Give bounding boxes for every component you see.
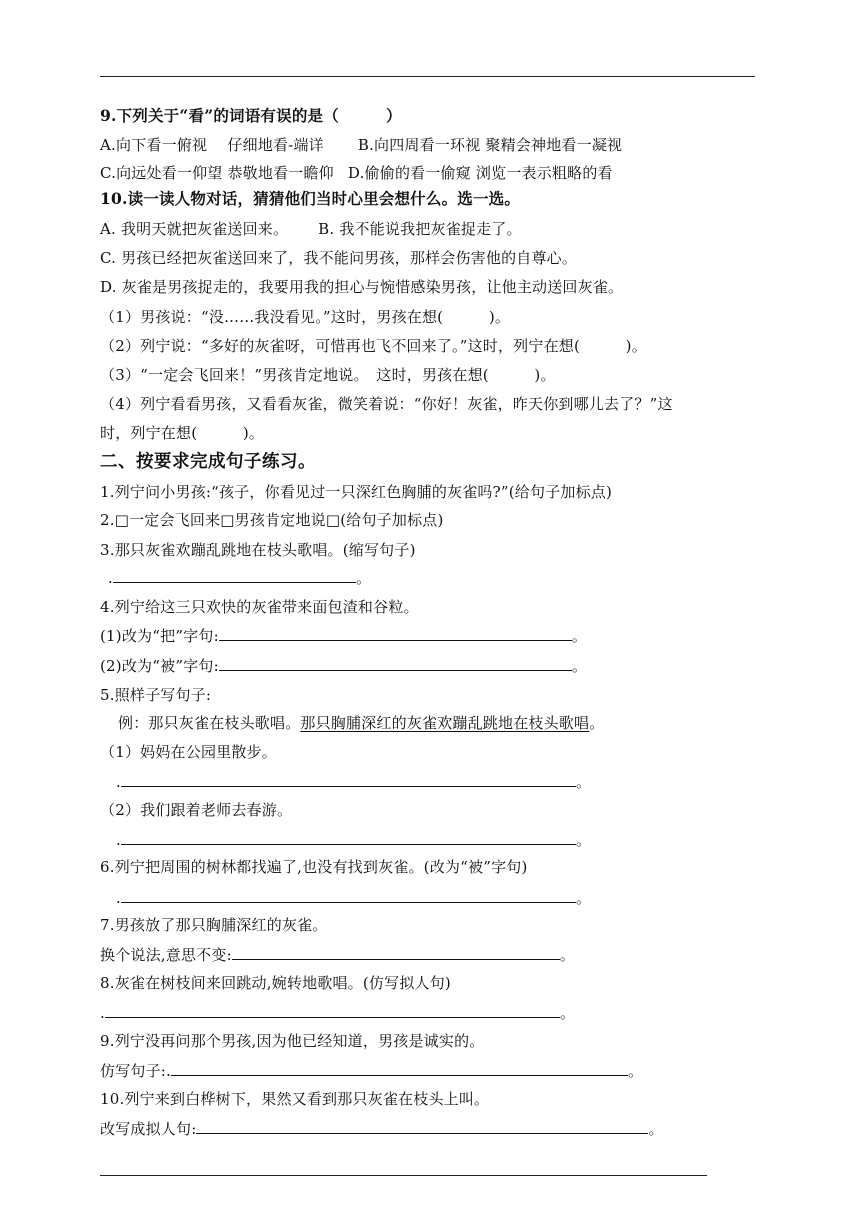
item-4-2: (2)改为“被”字句: 。 [100, 657, 588, 675]
q10-sub-4-cont: 时，列宁在想( )。 [100, 424, 265, 442]
item-9-answer: 仿写句子:. 。 [100, 1062, 644, 1080]
item-3: 3.那只灰雀欢蹦乱跳地在枝头歌唱。(缩写句子) [100, 541, 416, 559]
item-2: 2.□一定会飞回来□男孩肯定地说□(给句子加标点) [100, 511, 444, 529]
q9-title: 9.下列关于“看”的词语有误的是（ ） [100, 106, 402, 125]
q9-option-d: D.偷偷的看一偷窥 浏览一表示粗略的看 [347, 164, 613, 182]
item-9: 9.列宁没再问那个男孩,因为他已经知道，男孩是诚实的。 [100, 1032, 485, 1050]
q9-option-b: B.向四周看一环视 聚精会神地看一凝视 [357, 136, 623, 154]
answer-blank[interactable] [121, 829, 576, 845]
answer-blank[interactable] [121, 771, 576, 787]
answer-blank[interactable] [121, 887, 576, 903]
q10-sub-1: （1）男孩说：“没……我没看见。”这时，男孩在想( )。 [100, 308, 511, 326]
answer-blank[interactable] [219, 625, 572, 641]
item-10-answer: 改写成拟人句: 。 [100, 1120, 664, 1138]
bottom-rule [100, 1175, 707, 1176]
item-7-answer: 换个说法,意思不变: 。 [100, 946, 576, 964]
item-5: 5.照样子写句子: [100, 686, 212, 704]
item-5-example: 例：那只灰雀在枝头歌唱。那只胸脯深红的灰雀欢蹦乱跳地在枝头歌唱。 [118, 714, 605, 732]
example-underlined-sentence: 那只胸脯深红的灰雀欢蹦乱跳地在枝头歌唱 [300, 714, 590, 732]
item-5-1-answer: . 。 [116, 773, 592, 791]
answer-blank[interactable] [113, 567, 356, 583]
item-3-answer: . 。 [108, 569, 372, 587]
q10-option-row [100, 219, 522, 239]
q10-option-c: C. 男孩已经把灰雀送回来了，我不能问男孩，那样会伤害他的自尊心。 [100, 249, 578, 267]
item-5-1: （1）妈妈在公园里散步。 [100, 743, 277, 761]
q9-option-c: C.向远处看一仰望 恭敬地看一瞻仰 [100, 164, 334, 182]
q10-sub-2: （2）列宁说：“多好的灰雀呀，可惜再也飞不回来了。”这时，列宁在想( )。 [100, 337, 647, 355]
q10-sub-4: （4）列宁看看男孩，又看看灰雀，微笑着说：“你好！灰雀，昨天你到哪儿去了？”这 [100, 395, 673, 413]
q9-option-row [100, 135, 622, 155]
item-10: 10.列宁来到白桦树下，果然又看到那只灰雀在枝头上叫。 [100, 1090, 490, 1108]
q10-title: 10.读一读人物对话，猜猜他们当时心里会想什么。选一选。 [100, 189, 521, 208]
item-8-answer: . 。 [100, 1004, 576, 1022]
item-6-answer: . 。 [116, 889, 592, 907]
q10-option-b: B. 我不能说我把灰雀捉走了。 [318, 220, 522, 238]
answer-blank[interactable] [219, 655, 572, 671]
q9-option-row [100, 163, 613, 183]
item-1: 1.列宁问小男孩:“孩子，你看见过一只深红色胸脯的灰雀吗?”(给句子加标点) [100, 483, 613, 501]
answer-blank[interactable] [232, 944, 560, 960]
item-5-2: （2）我们跟着老师去春游。 [100, 801, 293, 819]
item-6: 6.列宁把周围的树林都找遍了,也没有找到灰雀。(改为“被”字句) [100, 858, 528, 876]
q10-option-a: A. 我明天就把灰雀送回来。 [100, 220, 289, 238]
answer-blank[interactable] [171, 1060, 628, 1076]
item-7: 7.男孩放了那只胸脯深红的灰雀。 [100, 916, 328, 934]
top-rule [100, 76, 755, 77]
item-8: 8.灰雀在树枝间来回跳动,婉转地歌唱。(仿写拟人句) [100, 974, 451, 992]
section-heading: 二、按要求完成句子练习。 [100, 452, 316, 472]
q9-option-a: A.向下看一俯视 仔细地看-端详 [100, 136, 324, 154]
item-4: 4.列宁给这三只欢快的灰雀带来面包渣和谷粒。 [100, 598, 419, 616]
item-4-1: (1)改为“把”字句: 。 [100, 627, 588, 645]
answer-blank[interactable] [196, 1118, 648, 1134]
q10-sub-3: （3）“一定会飞回来！”男孩肯定地说。 这时，男孩在想( )。 [100, 366, 556, 384]
answer-blank[interactable] [105, 1002, 560, 1018]
q10-option-d: D. 灰雀是男孩捉走的，我要用我的担心与惋惜感染男孩，让他主动送回灰雀。 [100, 278, 624, 296]
item-5-2-answer: . 。 [116, 831, 592, 849]
